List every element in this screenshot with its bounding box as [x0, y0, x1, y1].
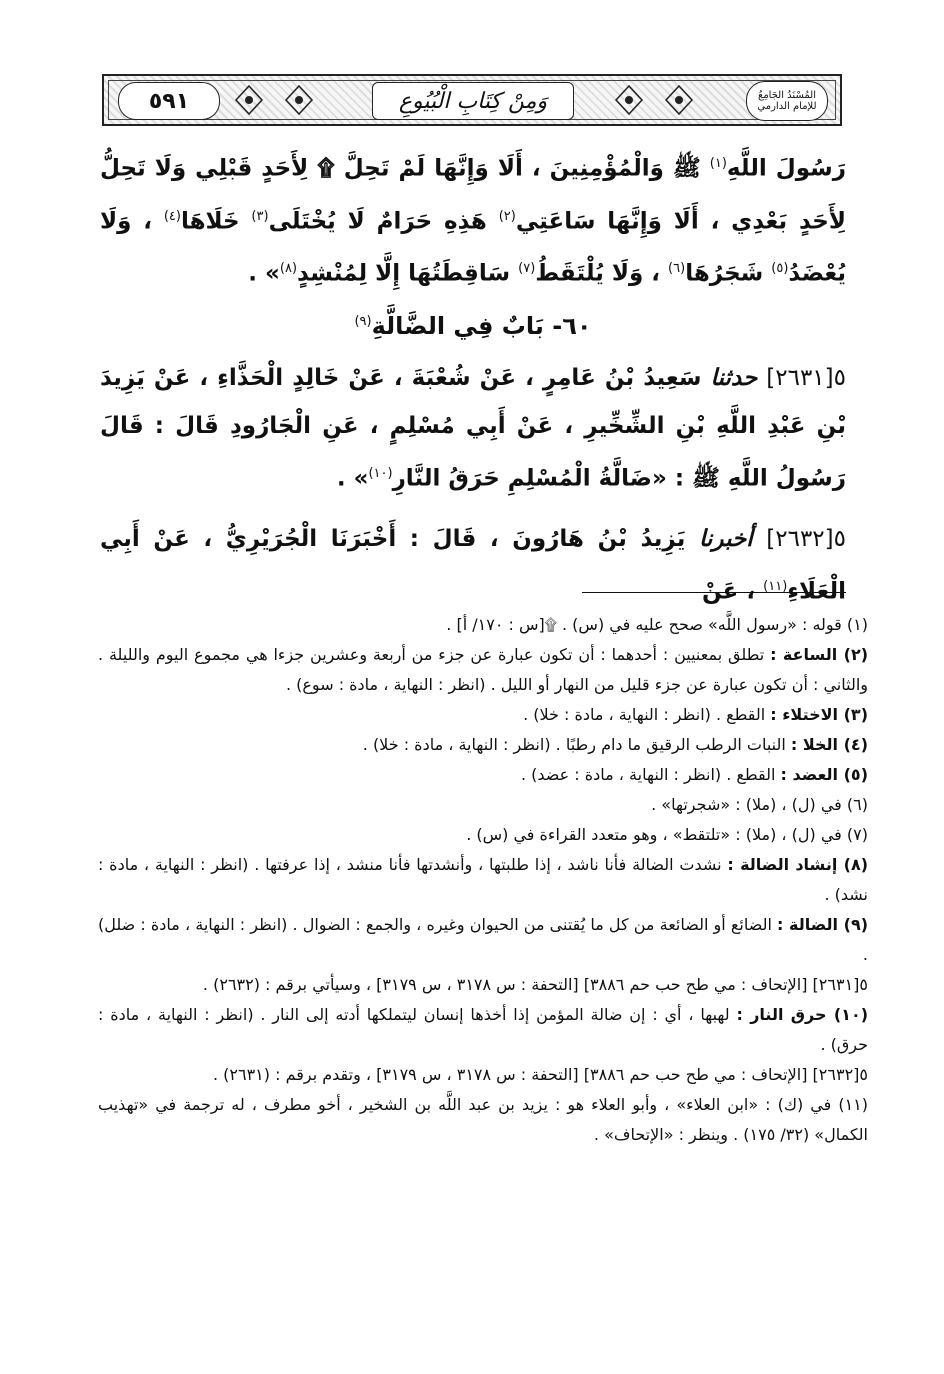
- ornament-icon: [664, 84, 694, 116]
- footnote-divider: [582, 592, 846, 593]
- footnote-11: (١١) في (ك) : «ابن العلاء» ، وأبو العلاء هو : يزيد بن عبد اللَّه بن الشخير ، أخو مطرف ، له ترجمة في «تهذيب الكمال» (٣٢/ ١٧٥) . وينظر : «الإتحاف» .: [98, 1095, 868, 1144]
- footnote-hadith-2632: ٥[٢٦٣٢] [الإتحاف : مي طح حب حم ٣٨٨٦] [التحفة : س ٣١٧٨ ، س ٣١٧٩] ، وتقدم برقم : (٢٦٣١) .: [212, 1065, 868, 1084]
- footnote-4: (٤) الخلا : النبات الرطب الرقيق ما دام رطبًا . (انظر : النهاية ، مادة : خلا) .: [362, 735, 868, 754]
- page-number: [118, 82, 220, 120]
- chapter-heading: ٦٠- بَابٌ فِي الضَّالَّةِ$^{(٩)}$: [354, 311, 592, 340]
- footnote-7: (٧) في (ل) ، (ملا) : «تلتقط» ، وهو متعدد القراءة في (س) .: [466, 825, 868, 844]
- book-emblem: [746, 81, 828, 121]
- footnote-hadith-2631: ٥[٢٦٣١] [الإتحاف : مي طح حب حم ٣٨٨٦] [التحفة : س ٣١٧٨ ، س ٣١٧٩] ، وسيأتي برقم : (٢٦٣٢) .: [202, 975, 868, 994]
- main-text: [100, 140, 846, 615]
- hadith-continuation: رَسُولَ اللَّهِ$^{(١)}$ ﷺ وَالْمُؤْمِنِينَ ، أَلَا وَإِنَّهَا لَمْ تَحِلَّ ۩ لِأَحَدٍ قَبْلِي وَلَا تَحِلُّ لِأَحَدٍ بَعْدِي ، أَلَا وَإِنَّهَا سَاعَتِي$^{(٢)}$ هَذِهِ حَرَامٌ لَا يُخْتَلَى$^{(٣)}$ خَلَاهَا$^{(٤)}$ ، وَلَا يُعْضَدُ$^{(٥)}$ شَجَرُهَا$^{(٦)}$ ، وَلَا يُلْتَقَطُ$^{(٧)}$ سَاقِطَتُهَا إِلَّا لِمُنْشِدٍ$^{(٨)}$» .: [100, 155, 847, 287]
- footnote-10: (١٠) حرق النار : لهبها ، أي : إن ضالة المؤمن إذا أخذها إنسان ليتملكها أدته إلى النار . (انظر : النهاية ، مادة : حرق) .: [98, 1005, 869, 1054]
- footnote-6: (٦) في (ل) ، (ملا) : «شجرتها» .: [651, 795, 868, 814]
- footnote-2: (٢) الساعة : تطلق بمعنيين : أحدهما : أن تكون عبارة عن جزء من أربعة وعشرين جزءا هي مجموع اليوم والليلة . والثاني : أن تكون عبارة عن جزء قليل من النهار أو الليل . (انظر : النهاية ، مادة : سوع) .: [98, 645, 869, 694]
- footnote-5: (٥) العضد : القطع . (انظر : النهاية ، مادة : عضد) .: [520, 765, 868, 784]
- hadith-number: ٥[٢٦٣١]: [766, 364, 846, 391]
- emblem-text: المُسْنَدُ الجَامِعُ للإمام الدارمي: [757, 90, 817, 112]
- footnotes: [98, 610, 868, 1150]
- ornament-icon: [234, 84, 264, 116]
- hadith-number: ٥[٢٦٣٢]: [766, 525, 846, 552]
- hadith-2631: ٥[٢٦٣١] حدثنا سَعِيدُ بْنُ عَامِرٍ ، عَنْ شُعْبَةَ ، عَنْ خَالِدٍ الْحَذَّاءِ ، عَنْ يَزِيدَ بْنِ عَبْدِ اللَّهِ بْنِ الشِّخِّيرِ ، عَنْ أَبِي مُسْلِمٍ ، عَنِ الْجَارُودِ قَالَ : قَالَ رَسُولُ اللَّهِ ﷺ : «ضَالَّةُ الْمُسْلِمِ حَرَقُ النَّارِ$^{(١٠)}$» .: [100, 364, 846, 492]
- page-header: [102, 74, 842, 126]
- book-title-text: وَمِنْ كِتَابِ الْبُيُوعِ: [398, 88, 548, 114]
- book-title: [372, 82, 574, 120]
- ornament-icon: [614, 84, 644, 116]
- footnote-8: (٨) إنشاد الضالة : نشدت الضالة فأنا ناشد ، إذا طلبتها ، وأنشدتها فأنا منشد ، إذا عرفتها . (انظر : النهاية ، مادة : نشد) .: [98, 855, 869, 904]
- page-number-text: ٥٩١: [148, 88, 190, 114]
- footnote-1: (١) قوله : «رسول اللَّه» صحح عليه في (س) . ۩[س : ١٧٠/ أ] .: [446, 615, 868, 634]
- footnote-9: (٩) الضالة : الضائع أو الضائعة من كل ما يُقتنى من الحيوان وغيره ، والجمع : الضوال . (انظر : النهاية ، مادة : ضلل) .: [98, 915, 869, 964]
- footnote-3: (٣) الاختلاء : القطع . (انظر : النهاية ، مادة : خلا) .: [523, 705, 868, 724]
- hadith-2632: ٥[٢٦٣٢] أخبرنا يَزِيدُ بْنُ هَارُونَ ، قَالَ : أَخْبَرَنَا الْجُرَيْرِيُّ ، عَنْ أَبِي الْعَلَاءِ$^{(١١)}$ ، عَنْ: [100, 525, 846, 605]
- ornament-icon: [284, 84, 314, 116]
